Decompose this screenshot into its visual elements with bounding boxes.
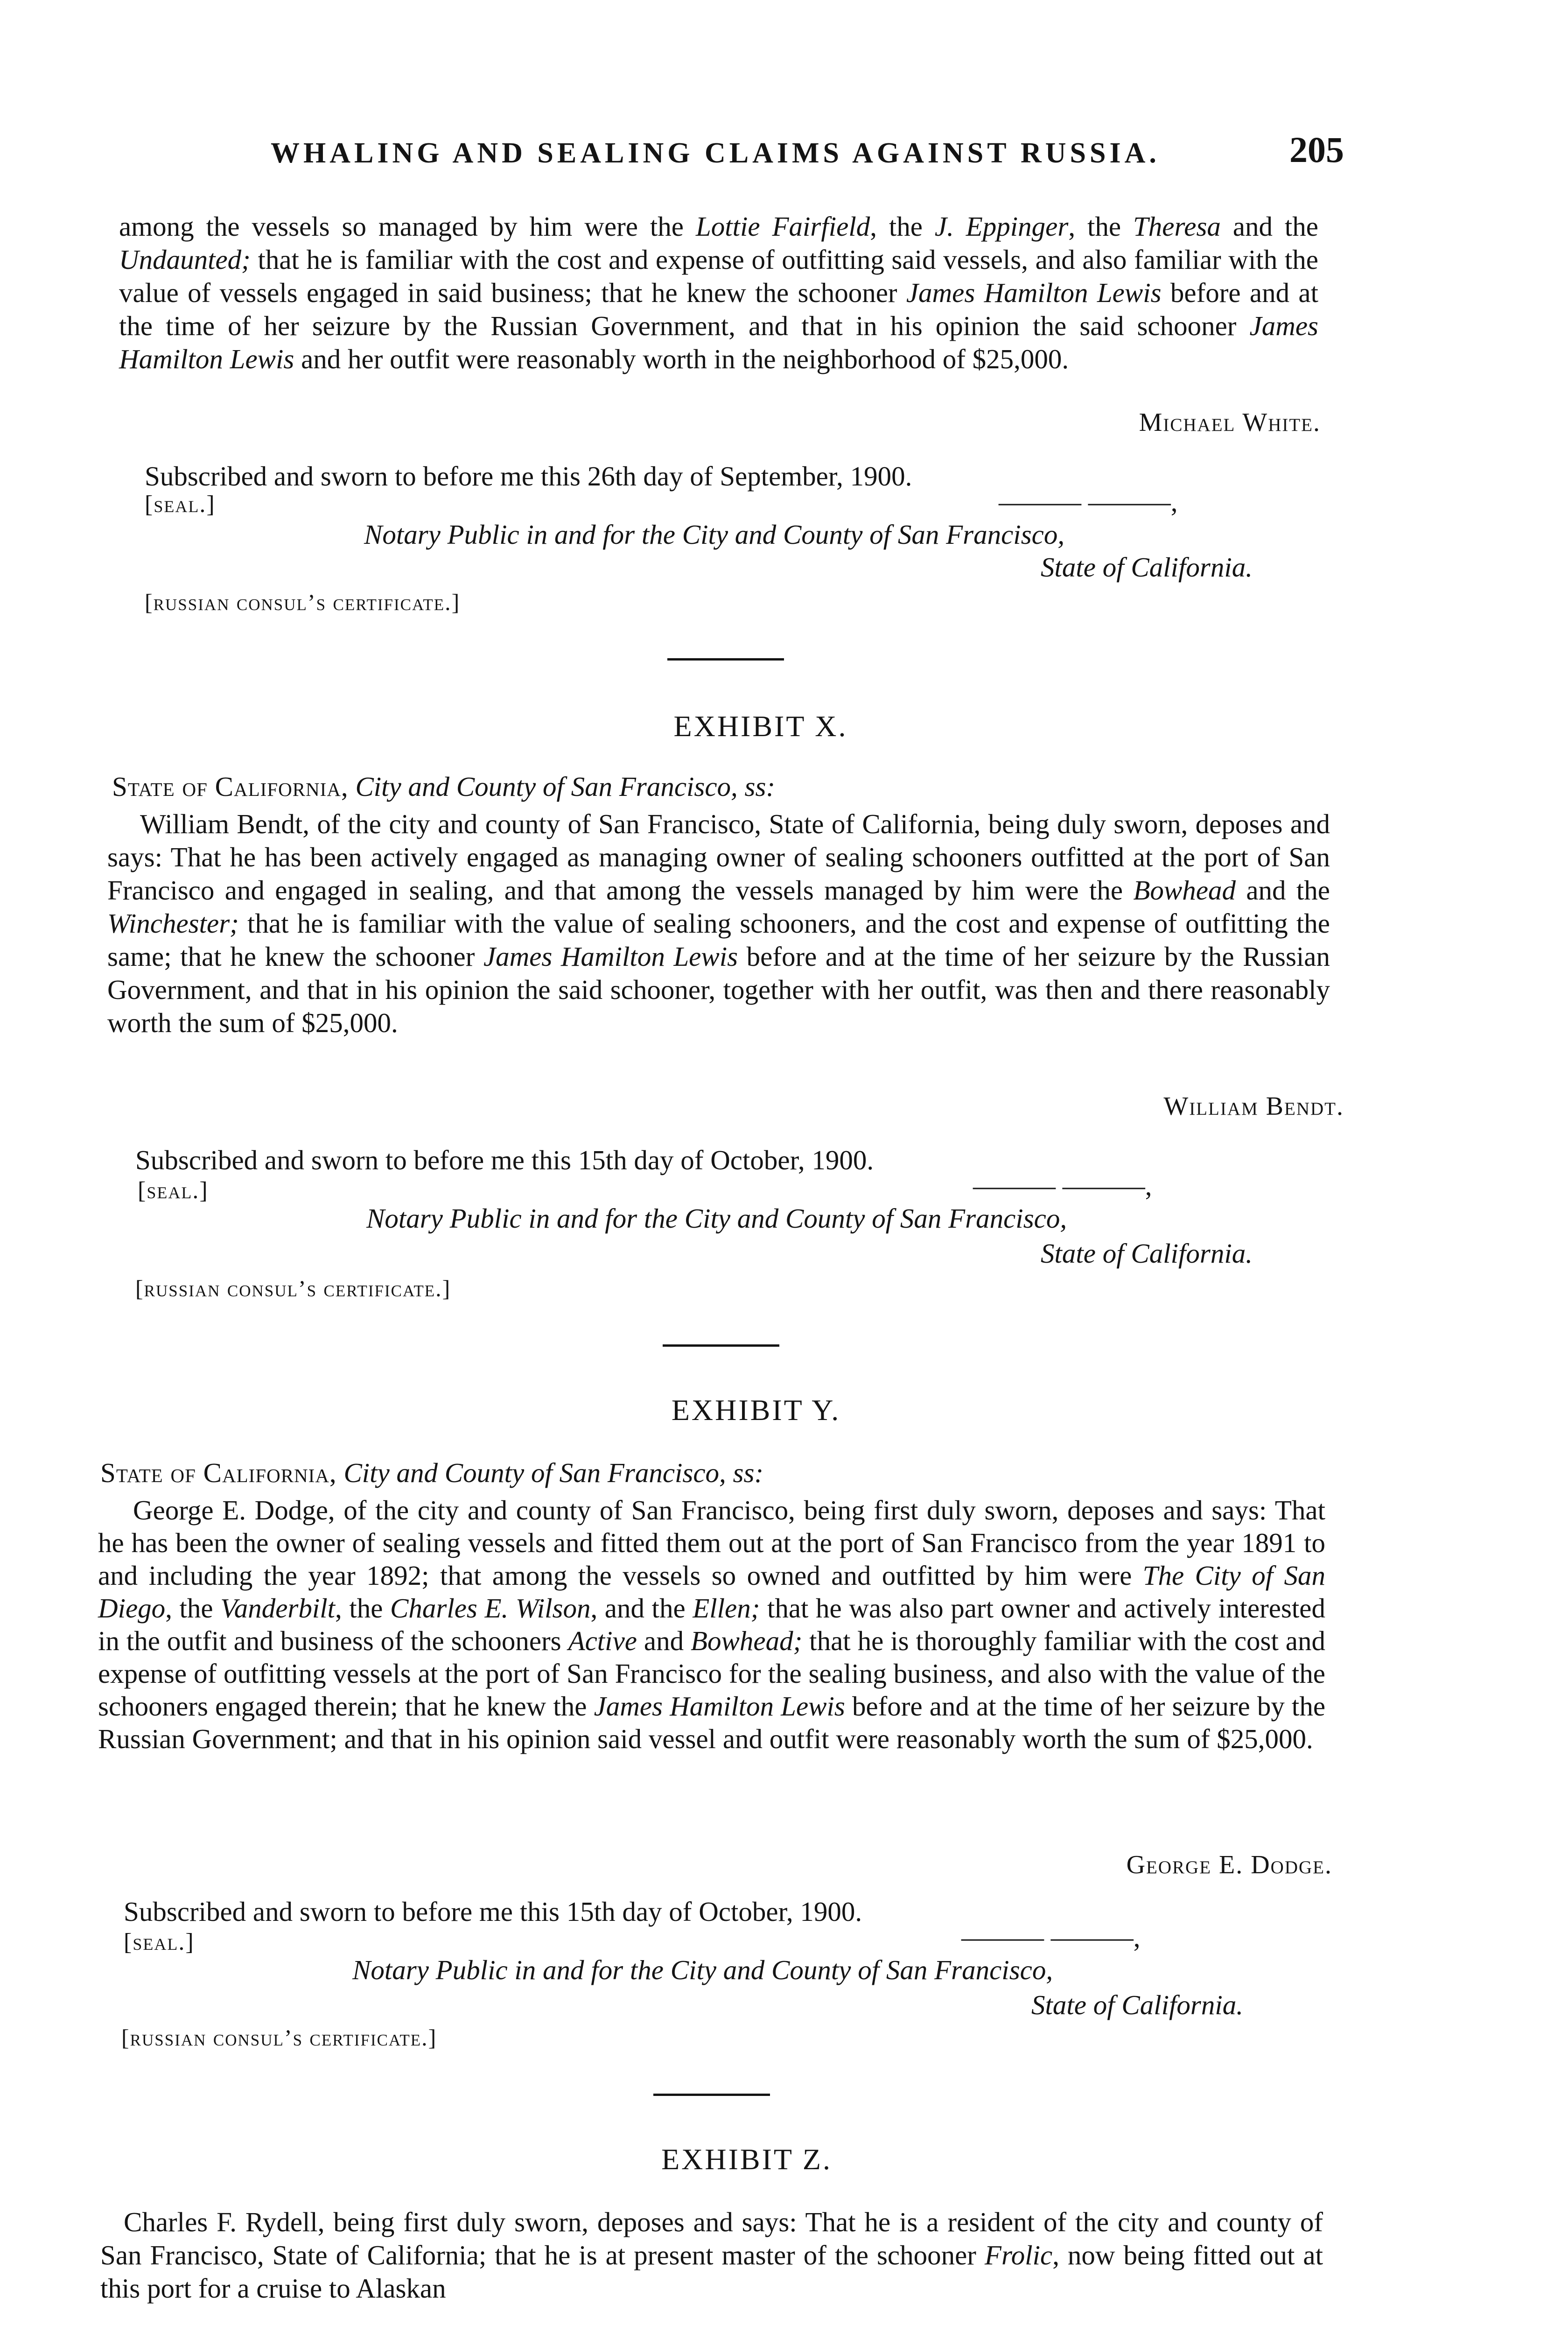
text-run: , the [870, 211, 935, 242]
text-run: that he is familiar with the value of sealing schooners, and the cost and expense of outfitting the same; that he knew the schooner [107, 908, 1330, 972]
text-run: , and the [590, 1593, 693, 1624]
exhibit-x-venue [112, 770, 775, 803]
state-label: State of California, [100, 1457, 337, 1488]
venue-text: City and County of San Francisco, ss: [348, 771, 776, 802]
notary-caption: Notary Public in and for the City and County of San Francisco, [364, 519, 1065, 550]
consul-certificate: [russian consul’s certificate.] [145, 589, 461, 615]
vessel-name: Bowhead; [691, 1625, 803, 1656]
notary-caption: Notary Public in and for the City and County of San Francisco, [352, 1954, 1053, 1985]
vessel-name: Charles E. Wilson [390, 1593, 591, 1624]
exhibit-z-affidavit [100, 2206, 1323, 2305]
running-title: WHALING AND SEALING CLAIMS AGAINST RUSSIA. [271, 137, 1160, 169]
vessel-name: James Hamilton Lewis [483, 941, 738, 972]
text-run: and her outfit were reasonably worth in the neighborhood of $25,000. [294, 344, 1069, 374]
vessel-name: Lottie Fairfield [695, 211, 870, 242]
venue-text: City and County of San Francisco, ss: [336, 1457, 764, 1488]
text-run: , the [1068, 211, 1133, 242]
exhibit-z-title: EXHIBIT Z. [661, 2143, 832, 2176]
exhibit-x-affidavit [107, 808, 1330, 1040]
page-header [271, 129, 1344, 180]
section-divider [653, 2094, 770, 2096]
exhibit-y-affidavit [98, 1494, 1325, 1755]
notary-caption: Notary Public in and for the City and County of San Francisco, [366, 1203, 1067, 1234]
text-run: before and at the time of her seizure by the Russian Government; and that in his opinion said vessel and outfit were reasonably worth the sum of $25,000. [98, 1691, 1326, 1754]
vessel-name: The City of San Diego [98, 1560, 1325, 1624]
exhibit-x-title: EXHIBIT X. [673, 710, 848, 743]
text-run: , the [165, 1593, 221, 1624]
text-run: William Bendt, of the city and county of San Francisco, State of California, being duly sworn, deposes and says: That he has been actively engaged as managing owner of sealing schooners outfitted at the port of San Francisco and engaged in sealing, and that among the vessels managed by him were the [107, 808, 1330, 906]
notary-name-blank: ——— ———, [961, 1922, 1141, 1953]
subscribed-line: Subscribed and sworn to before me this 15th day of October, 1900. [124, 1896, 862, 1927]
text-run: before and at the time of her seizure by the Russian Government, and that in his opinion the said schooner, together with her outfit, was then and there reasonably worth the sum of $25,000. [107, 941, 1330, 1038]
text-run: Charles F. Rydell, being first duly sworn, deposes and says: That he is a resident of the city and county of San Francisco, State of California; that he is at present master of the schooner [100, 2207, 1323, 2271]
exhibit-y-title: EXHIBIT Y. [671, 1393, 841, 1427]
signature: Michael White. [1139, 408, 1321, 437]
text-run: and [637, 1625, 691, 1656]
vessel-name: Active [568, 1625, 637, 1656]
notary-name-blank: ——— ———, [973, 1170, 1152, 1201]
vessel-name: Frolic [984, 2240, 1053, 2271]
vessel-name: Theresa [1133, 211, 1221, 242]
signature: George E. Dodge. [1126, 1850, 1332, 1879]
vessel-name: Ellen; [693, 1593, 760, 1624]
vessel-name: Winchester; [107, 908, 239, 939]
text-run: and the [1235, 875, 1330, 906]
continuation-paragraph [119, 210, 1318, 376]
section-divider [667, 658, 784, 661]
notary-name-blank: ——— ———, [999, 486, 1178, 517]
signature: William Bendt. [1163, 1092, 1344, 1121]
vessel-name: J. Eppinger [934, 211, 1069, 242]
consul-certificate: [russian consul’s certificate.] [135, 1275, 451, 1301]
vessel-name: Undaunted; [119, 244, 251, 275]
text-run: before and at the time of her seizure by the Russian Government, and that in his opinion the said schooner [119, 277, 1319, 341]
text-run: and the [1220, 211, 1318, 242]
vessel-name: James Hamilton Lewis [119, 310, 1318, 374]
section-divider [663, 1344, 779, 1347]
seal-mark: [seal.] [138, 1177, 209, 1204]
vessel-name: Bowhead [1133, 875, 1236, 906]
text-run: among the vessels so managed by him were the [119, 211, 696, 242]
subscribed-line: Subscribed and sworn to before me this 15th day of October, 1900. [135, 1145, 874, 1175]
notary-state: State of California. [1041, 1238, 1253, 1269]
consul-certificate: [russian consul’s certificate.] [121, 2025, 437, 2051]
text-run: that he is thoroughly familiar with the cost and expense of outfitting vessels at the port of San Francisco for the sealing business, and also with the value of the schooners engaged therein; that he knew the [98, 1625, 1325, 1722]
exhibit-y-venue [100, 1456, 763, 1490]
text-run: , now being fitted out at this port for a cruise to Alaskan [100, 2240, 1323, 2304]
text-run: that he was also part owner and actively interested in the outfit and business of the schooners [98, 1593, 1325, 1656]
seal-mark: [seal.] [145, 491, 216, 518]
seal-mark: [seal.] [124, 1929, 195, 1955]
notary-state: State of California. [1041, 552, 1253, 583]
vessel-name: James Hamilton Lewis [594, 1691, 845, 1722]
state-label: State of California, [112, 771, 349, 802]
subscribed-line: Subscribed and sworn to before me this 26th day of September, 1900. [145, 461, 912, 492]
notary-state: State of California. [1031, 1990, 1243, 2020]
text-run: that he is familiar with the cost and expense of outfitting said vessels, and also familiar with the value of vessels engaged in said business; that he knew the schooner [119, 244, 1318, 308]
page-number: 205 [1289, 129, 1344, 170]
text-run: , the [335, 1593, 391, 1624]
text-run: George E. Dodge, of the city and county of San Francisco, being first duly sworn, deposes and says: That he has been the owner of sealing vessels and fitted them out at the port of San Francisco from the year 1891 to and including the year 1892; that among the vessels so owned and outfitted by him were [98, 1495, 1325, 1591]
vessel-name: James Hamilton Lewis [906, 277, 1162, 308]
vessel-name: Vanderbilt [220, 1593, 336, 1624]
